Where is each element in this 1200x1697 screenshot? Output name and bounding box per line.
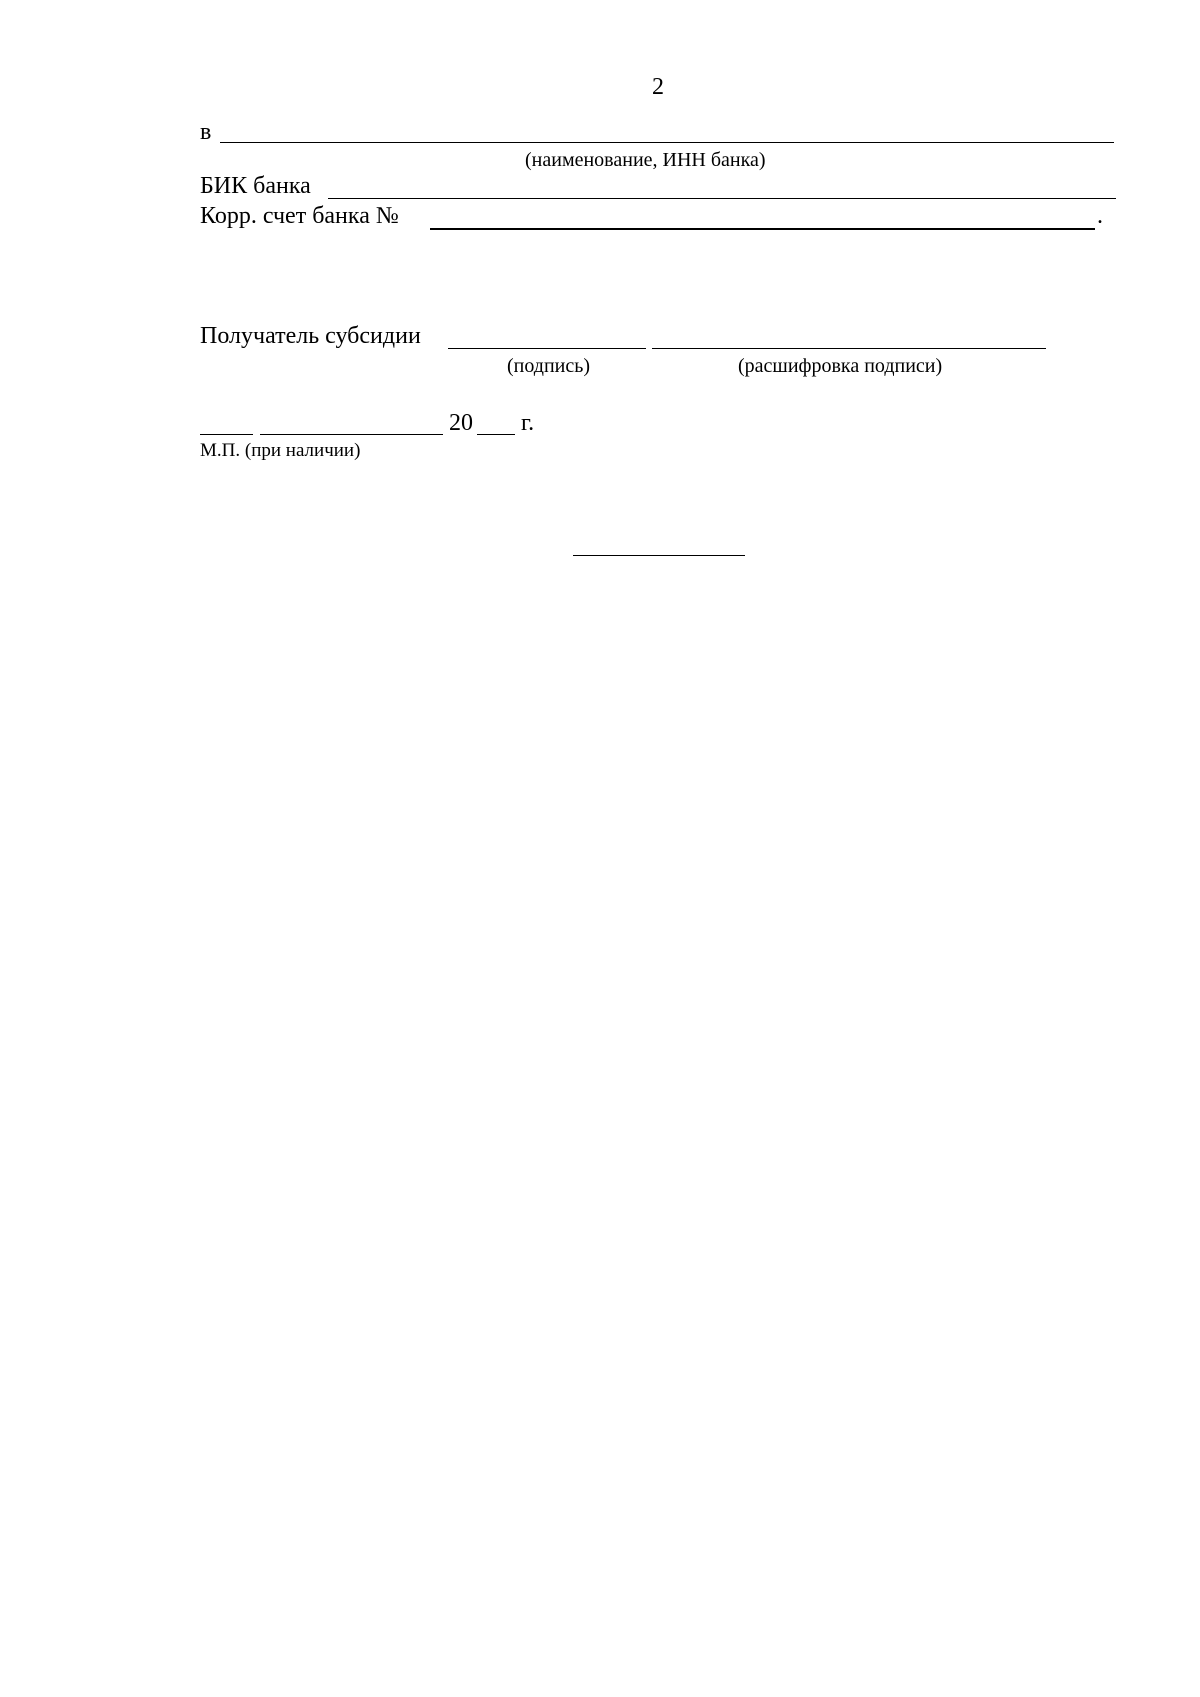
bank-caption: (наименование, ИНН банка) <box>525 149 766 171</box>
page-number: 2 <box>652 74 664 100</box>
decoding-caption: (расшифровка подписи) <box>738 355 943 377</box>
bik-field[interactable] <box>328 172 1116 199</box>
date-day-field[interactable] <box>200 410 253 435</box>
bank-prefix: в <box>200 119 212 145</box>
date-month-field[interactable] <box>260 410 443 435</box>
recipient-label: Получатель субсидии <box>200 323 421 349</box>
stamp-caption: М.П. (при наличии) <box>200 440 361 461</box>
bik-label: БИК банка <box>200 173 311 199</box>
date-year-prefix: 20 <box>449 410 473 436</box>
date-year-field[interactable] <box>477 410 515 435</box>
signature-caption: (подпись) <box>507 355 591 377</box>
signature-decoding-field[interactable] <box>652 322 1046 349</box>
date-year-suffix: г. <box>521 410 535 436</box>
corr-account-end: . <box>1097 203 1103 229</box>
end-separator <box>573 535 745 556</box>
bank-name-field[interactable] <box>220 118 1114 143</box>
signature-field[interactable] <box>448 322 646 349</box>
corr-account-label: Корр. счет банка № <box>200 203 399 229</box>
corr-account-field[interactable] <box>430 202 1095 230</box>
